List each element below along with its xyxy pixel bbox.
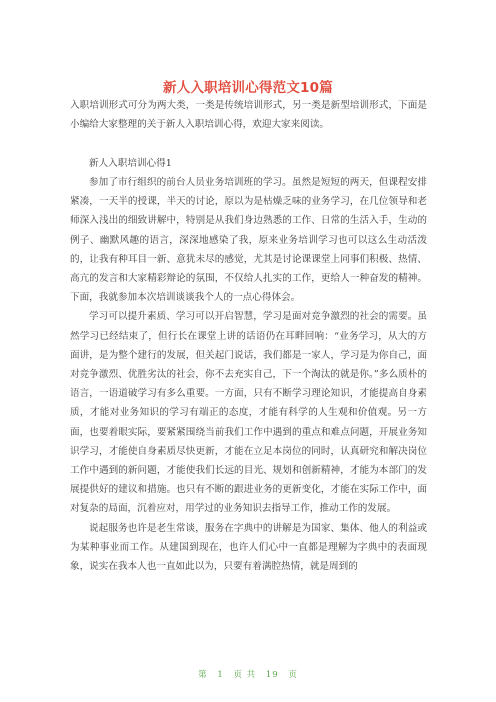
intro-paragraph: 入职培训形式可分为两大类，一类是传统培训形式，另一类是新型培训形式，下面是小编给大家整理的关于新人入职培训心得，欢迎大家来阅读。 [70,100,427,131]
footer-page-label: 第 [198,670,208,680]
footer-pages-label: 页 [288,670,298,680]
footer-of-label: 页 共 [233,670,257,680]
section-heading: 新人入职培训心得1 [89,157,172,169]
body-paragraph: 参加了市行组织的前台人员业务培训班的学习。虽然是短短的两天，但课程安排紧凑，一天半的授课，半天的讨论，原以为是枯燥乏味的业务学习，在几位领导和老师深入浅出的细致讲解中，特别是从我们身边熟悉的工作、日常的生活入手，生动的例子、幽默风趣的语言，深深地感染了我，原来业务培训学习也可以这么生动活泼的，让我有种耳目一新、意犹未尽的感觉，尤其是讨论课课堂上同事们积极、热情、高亢的发言和大家精彩辩论的氛围，不仅给人扎实的工作，更给人一种奋发的精神。下面，我就参加本次培训谈谈我个人的一点心得体会。 [70,177,427,304]
footer-total-pages: 19 [265,670,279,680]
document-title: 新人入职培训心得范文10篇 [163,80,333,96]
document-body [70,96,427,576]
page-footer [0,668,496,680]
paragraph-gap [70,134,427,153]
body-paragraph: 学习可以提升素质、学习可以开启智慧，学习是面对竞争激烈的社会的需要。虽然学习已经结束了，但行长在课堂上讲的话语仍在耳畔回响：“业务学习，从大的方面讲，是为整个建行的发展，但关起门说话，我们都是一家人，学习是为你自己，面对竞争激烈、优胜劣汰的社会，你不去充实自己，下一个淘汰的就是你。”多么质朴的语言，一语道破学习有多么重要。一方面，只有不断学习理论知识，才能提高自身素质，才能对业务知识的学习有端正的态度，才能有科学的人生观和价值观。另一方面，也要着眼实际，要紧紧围绕当前我们工作中遇到的重点和难点问题，开展业务知识学习，才能使自身素质尽快更新，才能在立足本岗位的同时，认真研究和解决岗位工作中遇到的新问题，才能使我们长远的目光、规划和创新精神，才能为本部门的发展提供好的建议和措施。也只有不断的跟进业务的更新变化，才能在实际工作中，面对复杂的局面，沉着应对，用学过的业务知识去指导工作，推动工作的发展。 [70,311,427,515]
footer-current-page: 1 [217,670,224,680]
body-paragraph: 说起服务也许是老生常谈，服务在字典中的讲解是为国家、集体、他人的利益或为某种事业而工作。从建国到现在，也许人们心中一直都是理解为字典中的表面现象，说实在我本人也一直如此以为，只要有着满腔热情，就是周到的 [70,522,427,573]
